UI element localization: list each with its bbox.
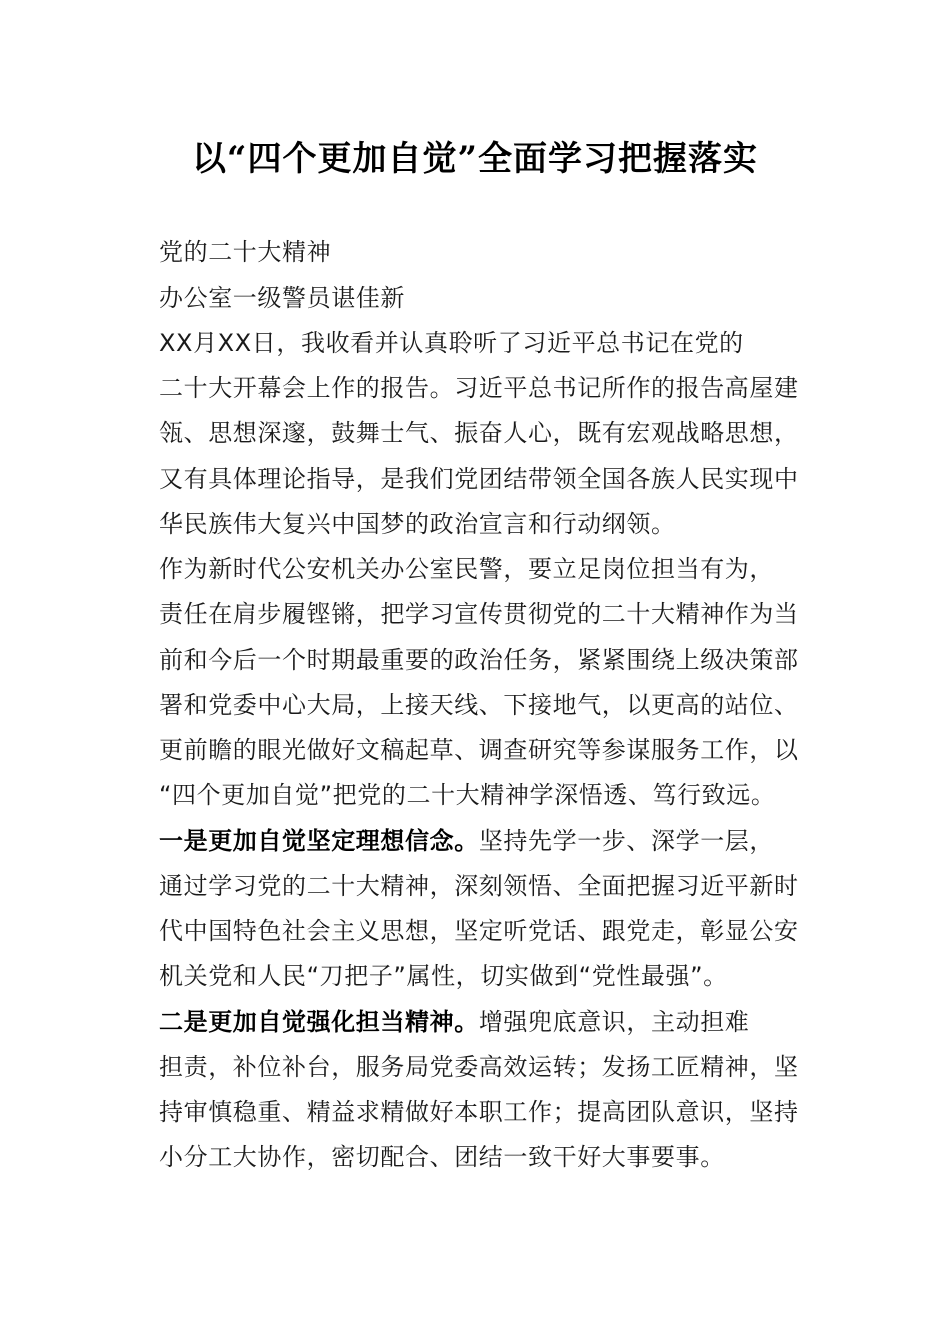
paragraph-line: 二十大开幕会上作的报告。习近平总书记所作的报告高屋建 [159,374,799,402]
point-two-text: 增强兜底意识，主动担难 [478,1008,750,1036]
subtitle-line: 党的二十大精神 [159,238,332,266]
point-two-heading: 二是更加自觉强化担当精神。 [159,1008,479,1036]
paragraph-line: 华民族伟大复兴中国梦的政治宣言和行动纲领。 [159,510,676,538]
paragraph-line: 代中国特色社会主义思想，坚定听党话、跟党走，彰显公安 [159,917,799,945]
paragraph-line: 机关党和人民“刀把子”属性，切实做到“党性最强”。 [159,962,728,990]
paragraph-line: 作为新时代公安机关办公室民警，要立足岗位担当有为， [159,555,774,583]
point-two-line [159,1005,749,1039]
paragraph-line: 署和党委中心大局，上接天线、下接地气，以更高的站位、 [159,691,799,719]
paragraph-line: 小分工大协作，密切配合、团结一致干好大事要事。 [159,1143,725,1171]
paragraph-line: 又有具体理论指导，是我们党团结带领全国各族人民实现中 [159,465,799,493]
point-one-heading: 一是更加自觉坚定理想信念。 [159,827,479,855]
paragraph-line: 持审慎稳重、精益求精做好本职工作；提高团队意识，坚持 [159,1098,799,1126]
point-one-text: 坚持先学一步、深学一层， [478,827,775,855]
paragraph-line: 通过学习党的二十大精神，深刻领悟、全面把握习近平新时 [159,872,799,900]
author-line: 办公室一级警员谌佳新 [159,284,405,312]
paragraph-line: 瓴、思想深邃，鼓舞士气、振奋人心，既有宏观战略思想， [159,419,799,447]
paragraph-line: XX月XX日，我收看并认真聆听了习近平总书记在党的 [159,329,744,357]
paragraph-line: 更前瞻的眼光做好文稿起草、调查研究等参谋服务工作，以 [159,736,799,764]
paragraph-line: 责任在肩步履铿锵，把学习宣传贯彻党的二十大精神作为当 [159,600,799,628]
point-one-line [159,824,774,858]
paragraph-line: “四个更加自觉”把党的二十大精神学深悟透、笃行致远。 [159,781,776,809]
document-title: 以“四个更加自觉”全面学习把握落实 [191,139,759,179]
paragraph-line: 前和今后一个时期最重要的政治任务，紧紧围绕上级决策部 [159,646,799,674]
paragraph-line: 担责，补位补台，服务局党委高效运转；发扬工匠精神，坚 [159,1053,799,1081]
